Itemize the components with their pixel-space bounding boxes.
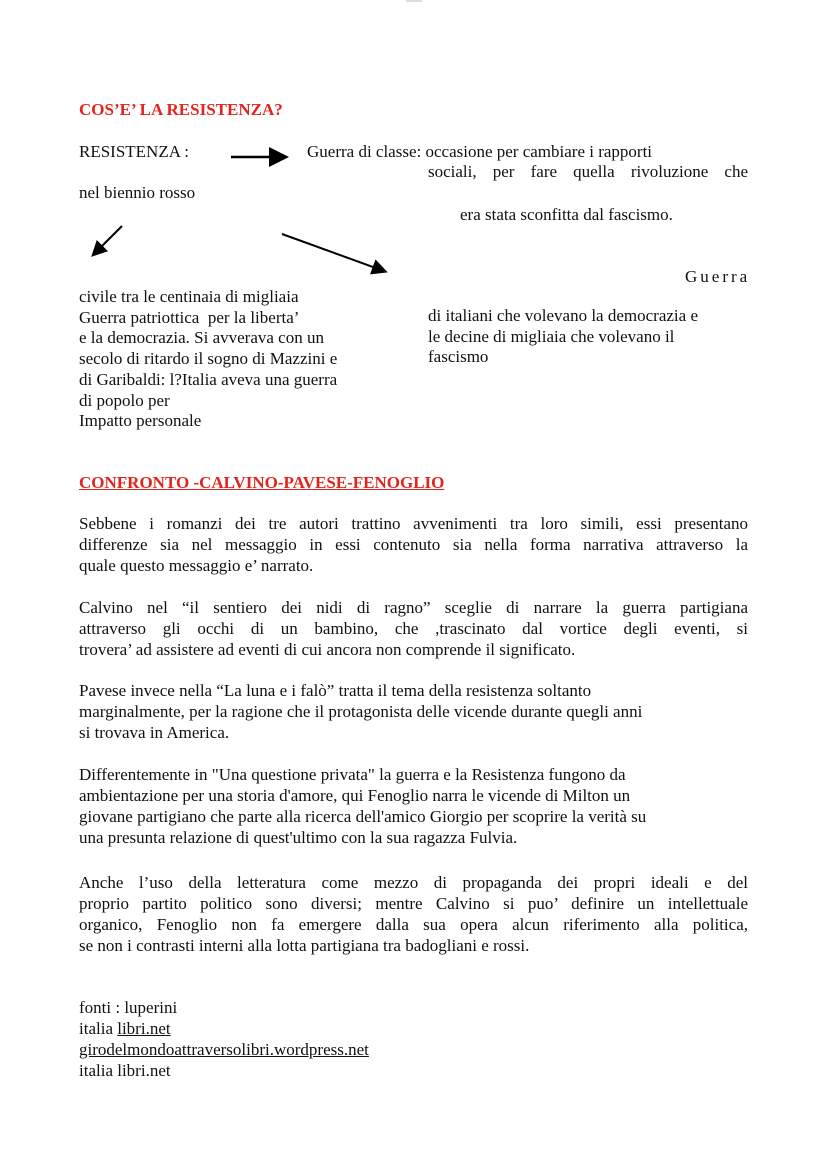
source-line: fonti : luperini bbox=[79, 998, 178, 1017]
civil-war-column bbox=[428, 306, 698, 368]
left-line: Impatto personale bbox=[79, 411, 202, 431]
text-line: trovera’ ad assistere ad eventi di cui ancora non comprende il significato. bbox=[79, 640, 576, 659]
text-line: organico, Fenoglio non fa emergere dalla sua opera alcun riferimento alla politica, bbox=[79, 915, 748, 934]
left-line: di popolo per bbox=[79, 390, 170, 410]
text-line: Calvino nel “il sentiero dei nidi di ragno” sceglie di narrare la guerra partigiana bbox=[79, 598, 748, 617]
text-line: differenze sia nel messaggio in essi contenuto sia nella forma narrativa attraverso la bbox=[79, 535, 748, 554]
text-line: attraverso gli occhi di un bambino, che ,trascinato dal vortice degli eventi, si bbox=[79, 619, 748, 638]
text-line: se non i contrasti interni alla lotta partigiana tra badogliani e rossi. bbox=[79, 936, 530, 955]
text-line: Anche l’uso della letteratura come mezzo di propaganda dei propri ideali e del bbox=[79, 873, 748, 892]
class-war-text-4: era stata sconfitta dal fascismo. bbox=[460, 205, 673, 224]
text-line: giovane partigiano che parte alla ricerca dell'amico Giorgio per scoprire la verità su bbox=[79, 807, 647, 826]
resistenza-label: RESISTENZA : bbox=[79, 142, 190, 161]
arrow-down-left-icon bbox=[94, 226, 122, 254]
sources-list bbox=[79, 997, 369, 1081]
text-line: Pavese invece nella “La luna e i falò” tratta il tema della resistenza soltanto bbox=[79, 681, 592, 700]
right-line: di italiani che volevano la democrazia e bbox=[428, 306, 698, 325]
text-line: Sebbene i romanzi dei tre autori trattino avvenimenti tra loro simili, essi presentano bbox=[79, 514, 748, 533]
diagram-arrows bbox=[0, 0, 828, 300]
text-line: una presunta relazione di quest'ultimo con la sua ragazza Fulvia. bbox=[79, 828, 518, 847]
left-line: secolo di ritardo il sogno di Mazzini e bbox=[79, 349, 338, 369]
text-line: marginalmente, per la ragione che il protagonista delle vicende durante quegli anni bbox=[79, 702, 643, 721]
source-link-libri[interactable]: libri.net bbox=[117, 1019, 171, 1038]
source-prefix: italia bbox=[79, 1019, 118, 1038]
left-line: di Garibaldi: l?Italia aveva una guerra bbox=[79, 369, 338, 389]
text-line: proprio partito politico sono diversi; mentre Calvino si puo’ definire un intellettuale bbox=[79, 894, 748, 913]
right-line: fascismo bbox=[428, 347, 489, 367]
class-war-text: Guerra di classe: occasione per cambiare i rapporti bbox=[307, 142, 653, 161]
arrow-down-right-icon bbox=[282, 234, 384, 271]
class-war-text-2: sociali, per fare quella rivoluzione che bbox=[428, 162, 748, 181]
text-line: quale questo messaggio e’ narrato. bbox=[79, 556, 314, 575]
class-war-text-3: nel biennio rosso bbox=[79, 183, 196, 202]
section-title-confronto: CONFRONTO -CALVINO-PAVESE-FENOGLIO bbox=[79, 473, 445, 492]
source-line: italia libri.net bbox=[79, 1061, 171, 1080]
source-link-girodelmondo[interactable]: girodelmondoattraversolibri.wordpress.net bbox=[79, 1040, 369, 1059]
text-line: Differentemente in "Una questione privata" la guerra e la Resistenza fungono da bbox=[79, 765, 626, 784]
right-line: le decine di migliaia che volevano il bbox=[428, 326, 675, 346]
patriotic-war-column bbox=[79, 287, 337, 432]
text-line: si trovava in America. bbox=[79, 723, 230, 742]
section-title-resistenza: COS’E’ LA RESISTENZA? bbox=[79, 100, 283, 119]
source-line bbox=[79, 1018, 369, 1039]
civil-war-word: Guerra bbox=[685, 267, 751, 286]
left-line: civile tra le centinaia di migliaia bbox=[79, 287, 299, 306]
left-line: e la democrazia. Si avverava con un bbox=[79, 328, 324, 348]
text-line: ambientazione per una storia d'amore, qui Fenoglio narra le vicende di Milton un bbox=[79, 786, 631, 805]
left-line: Guerra patriottica per la liberta’ bbox=[79, 307, 300, 327]
